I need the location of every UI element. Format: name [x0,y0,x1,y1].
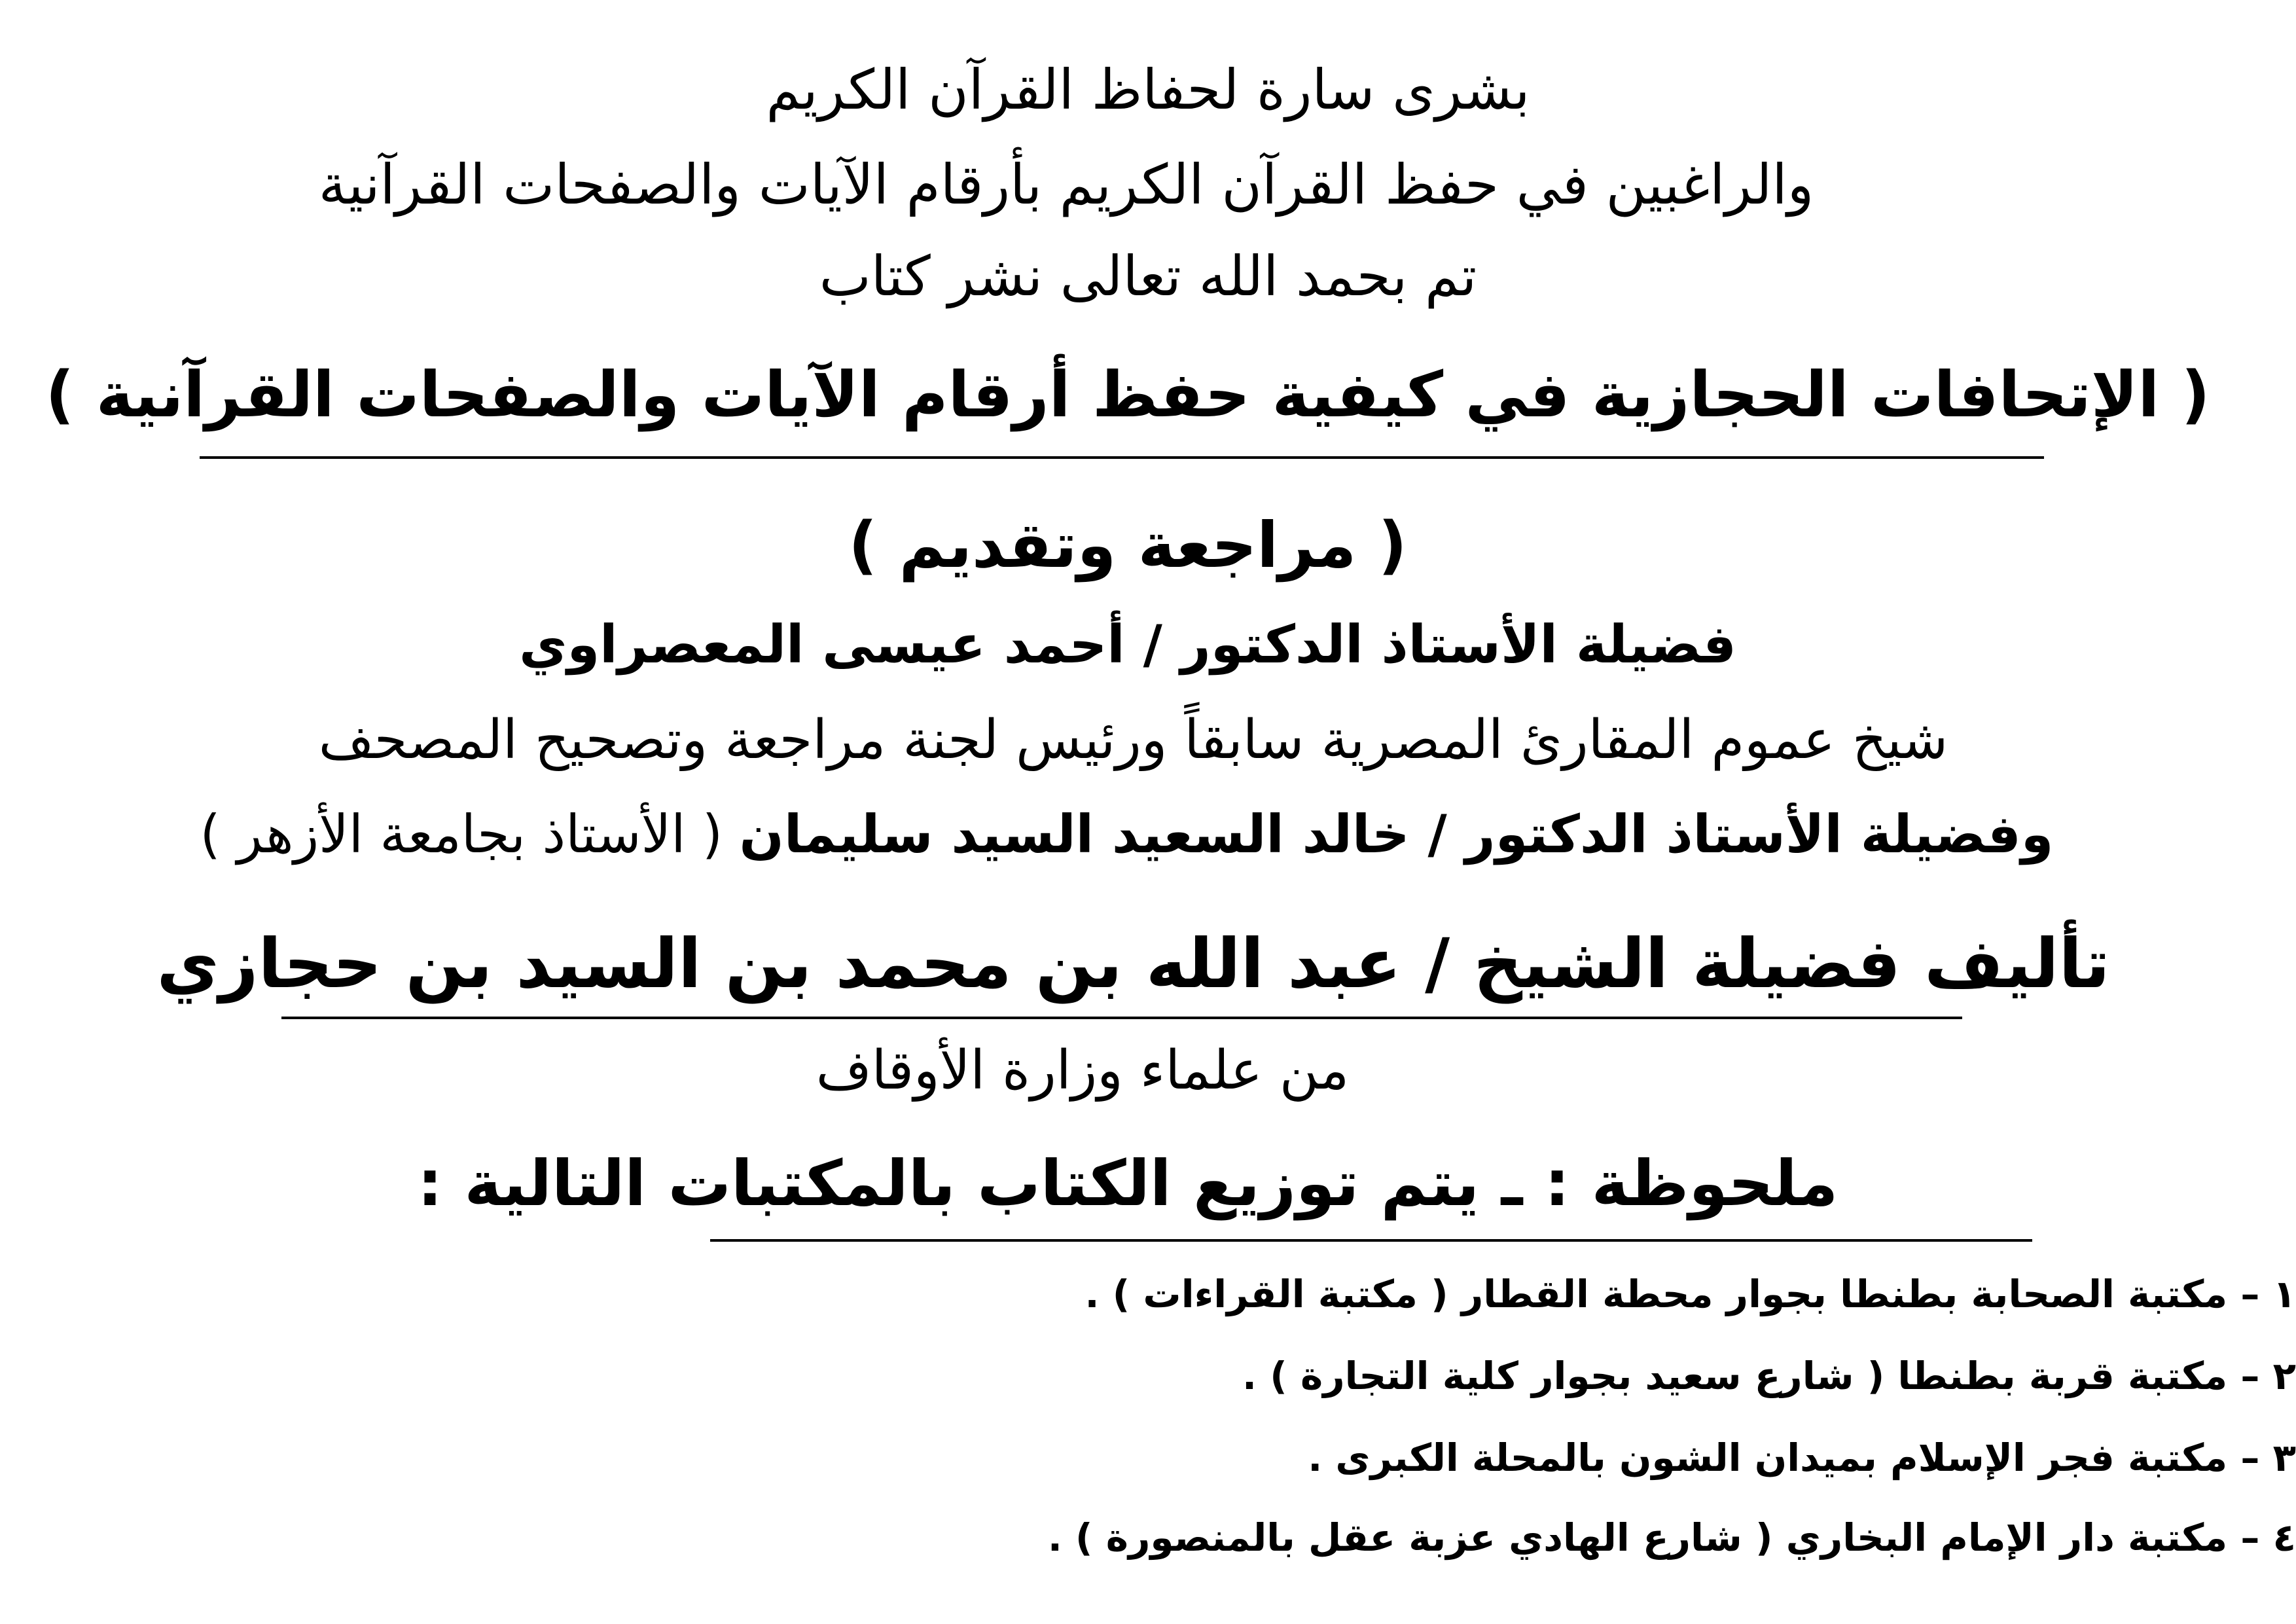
reviewer-2-line [0,804,2296,865]
author-underline [281,1017,1962,1019]
reviewer-2-name: وفضيلة الأستاذ الدكتور / خالد السعيد السيد سليمان [739,804,2054,865]
distributor-item-1: ١ – مكتبة الصحابة بطنطا بجوار محطة القطار ( مكتبة القراءات ) . [1085,1272,2296,1316]
distributor-item-4: ٤ – مكتبة دار الإمام البخاري ( شارع الهادي عزبة عقل بالمنصورة ) . [1047,1515,2296,1560]
note-heading: ملحوظة : ـ يتم توزيع الكتاب بالمكتبات التالية : [417,1147,1839,1220]
title-underline [200,456,2044,459]
announcement-line-2: والراغبين في حفظ القرآن الكريم بأرقام الآيات والصفحات القرآنية [318,153,1814,217]
author-affiliation: من علماء وزارة الأوقاف [816,1039,1350,1102]
reviewer-1-title: شيخ عموم المقارئ المصرية سابقاً ورئيس لجنة مراجعة وتصحيح المصحف [318,709,1948,771]
review-heading: ( مراجعة وتقديم ) [848,509,1407,582]
book-title: ( الإتحافات الحجازية في كيفية حفظ أرقام الآيات والصفحات القرآنية ) [45,358,2210,431]
announcement-line-1: بشرى سارة لحفاظ القرآن الكريم [766,58,1530,122]
reviewer-1-name: فضيلة الأستاذ الدكتور / أحمد عيسى المعصراوي [519,614,1736,675]
reviewer-2-title: ( الأستاذ بجامعة الأزهر ) [200,804,723,865]
distributor-item-2: ٢ – مكتبة قربة بطنطا ( شارع سعيد بجوار كلية التجارة ) . [1242,1354,2296,1398]
announcement-line-3: تم بحمد الله تعالى نشر كتاب [819,244,1477,308]
note-underline [710,1239,2032,1242]
author-line: تأليف فضيلة الشيخ / عبد الله بن محمد بن السيد بن حجازي [156,924,2110,1003]
distributor-item-3: ٣ – مكتبة فجر الإسلام بميدان الشون بالمحلة الكبرى . [1308,1435,2296,1480]
